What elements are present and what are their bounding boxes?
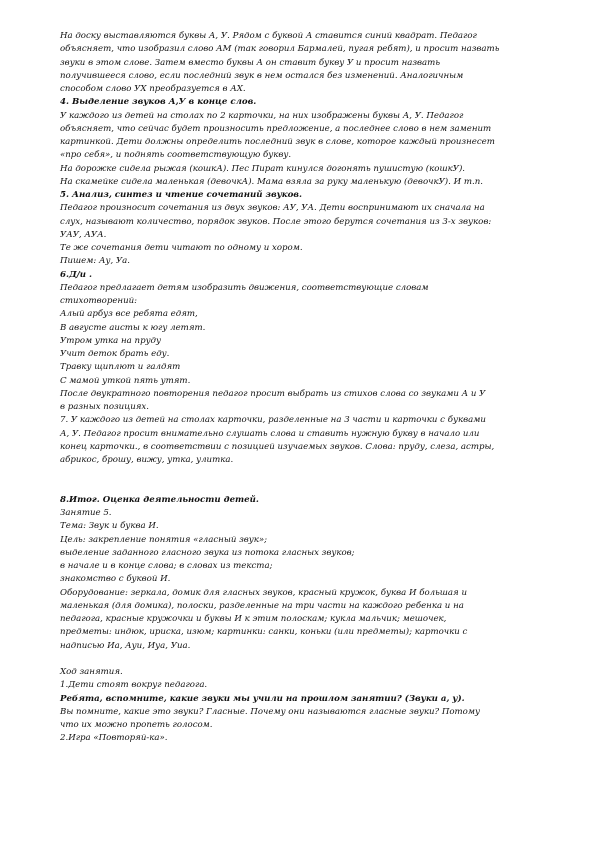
text-line: Оборудование: зеркала, домик для гласных звуков, красный кружок, буква И большая и [60,587,467,598]
text-line: абрикос, брошу, вижу, утка, улитка. [60,455,234,465]
text-line: педагога, красные кружочки и буквы И к этим полоскам; кукла мальчик; мешочек, [60,614,447,624]
text-line: УАУ, АУА. [60,229,107,240]
text-line: После двукратного повторения педагог просит выбрать из стихов слова со звуками А и У [60,388,486,399]
text-line: Педагог произносит сочетания из двух звуков: АУ, УА. Дети воспринимают их сначала на [60,203,485,214]
text-line: слух, называют количество, порядок звуков. После этого берутся сочетания из 3-х звуков: [60,216,492,227]
text-line: Ребята, вспомните, какие звуки мы учили на прошлом занятии? (Звуки а, у). [60,693,465,704]
text-line: конец карточки., в соответствии с позицией изучаемых звуков. Слова: пруду, слеза, астры, [60,441,495,452]
text-line: 2.Игра «Повторяй-ка». [60,733,168,744]
text-line: 6.Д/и . [60,269,92,280]
text-line: На скамейке сидела маленькая (девочкА). Мама взяла за руку маленькую (девочкУ). И т.п. [60,176,483,187]
text-line: С мамой уткой пять утят. [60,375,191,386]
text-line: На доску выставляются буквы А, У. Рядом с буквой А ставится синий квадрат. Педагог [60,31,477,41]
text-line: объясняет, что сейчас будет произносить предложение, а последнее слово в нем заменит [60,123,492,134]
text-line: Ход занятия. [60,667,123,677]
text-line: маленькая (для домика), полоски, разделенные на три части на каждого ребенка и на [60,600,464,611]
text-line: А, У. Педагог просит внимательно слушать слова и ставить нужную букву в начало или [60,428,480,439]
text-line: 1.Дети стоят вокруг педагога. [60,680,208,691]
text-line: картинкой. Дети должны определить последний звук в слове, которое каждый произнесет [60,137,495,147]
text-line: Алый арбуз все ребята едят, [60,309,198,320]
text-line: предметы: индюк, ириска, изюм; картинки: санки, коньки (или предметы); карточки с [60,627,468,638]
text-line: что их можно пропеть голосом. [60,720,213,730]
text-line: способом слово УХ преобразуется в АХ. [60,84,246,94]
text-line: Педагог предлагает детям изобразить движения, соответствующие словам [60,282,429,293]
text-line: Утром утка на пруду [60,335,161,346]
text-line: В августе аисты к югу летят. [60,322,206,333]
text-line: 7. У каждого из детей на столах карточки, разделенные на 3 части и карточки с буквами [60,415,486,426]
text-line: Вы помните, какие это звуки? Гласные. Почему они называются гласные звуки? Потому [60,706,480,717]
text-line: в разных позициях. [60,402,150,412]
text-line: 5. Анализ, синтез и чтение сочетаний звуков. [60,190,302,200]
text-line: в начале и в конце слова; в словах из текста; [60,561,273,571]
text-line: выделение заданного гласного звука из потока гласных звуков; [60,547,355,558]
text-line: знакомство с буквой И. [60,574,171,585]
text-line: «про себя», и поднять соответствующую букву. [60,150,292,161]
text-line: объясняет, что изобразил слово АМ (так говорил Бармалей, пугая ребят), и просит назвать [60,44,500,55]
text-line: Занятие 5. [60,508,112,518]
text-line: Учит деток брать еду. [60,349,170,359]
text-line: звуки в этом слове. Затем вместо буквы А он ставит букву У и просит назвать [60,57,441,68]
text-line: Цель: закрепление понятия «гласный звук»; [60,534,268,545]
text-line: Те же сочетания дети читают по одному и хором. [60,243,303,253]
text-line: стихотворений: [60,296,138,306]
text-line: У каждого из детей на столах по 2 карточки, на них изображены буквы А, У. Педагог [60,110,464,121]
text-line: получившееся слово, если последний звук в нем остался без изменений. Аналогичным [60,70,464,81]
text-line: надписью Иа, Ауи, Иуа, Уиа. [60,640,191,651]
text-line: Пишем: Ау, Уа. [60,256,131,267]
text-line: 4. Выделение звуков А,У в конце слов. [60,97,257,108]
text-line: Травку щиплют и галдят [60,362,181,373]
text-line: На дорожке сидела рыжая (кошкА). Пес Пират кинулся догонять пушистую (кошкУ). [60,163,466,174]
text-line: Тема: Звук и буква И. [60,521,159,532]
text-line: 8.Итог. Оценка деятельности детей. [60,494,259,505]
